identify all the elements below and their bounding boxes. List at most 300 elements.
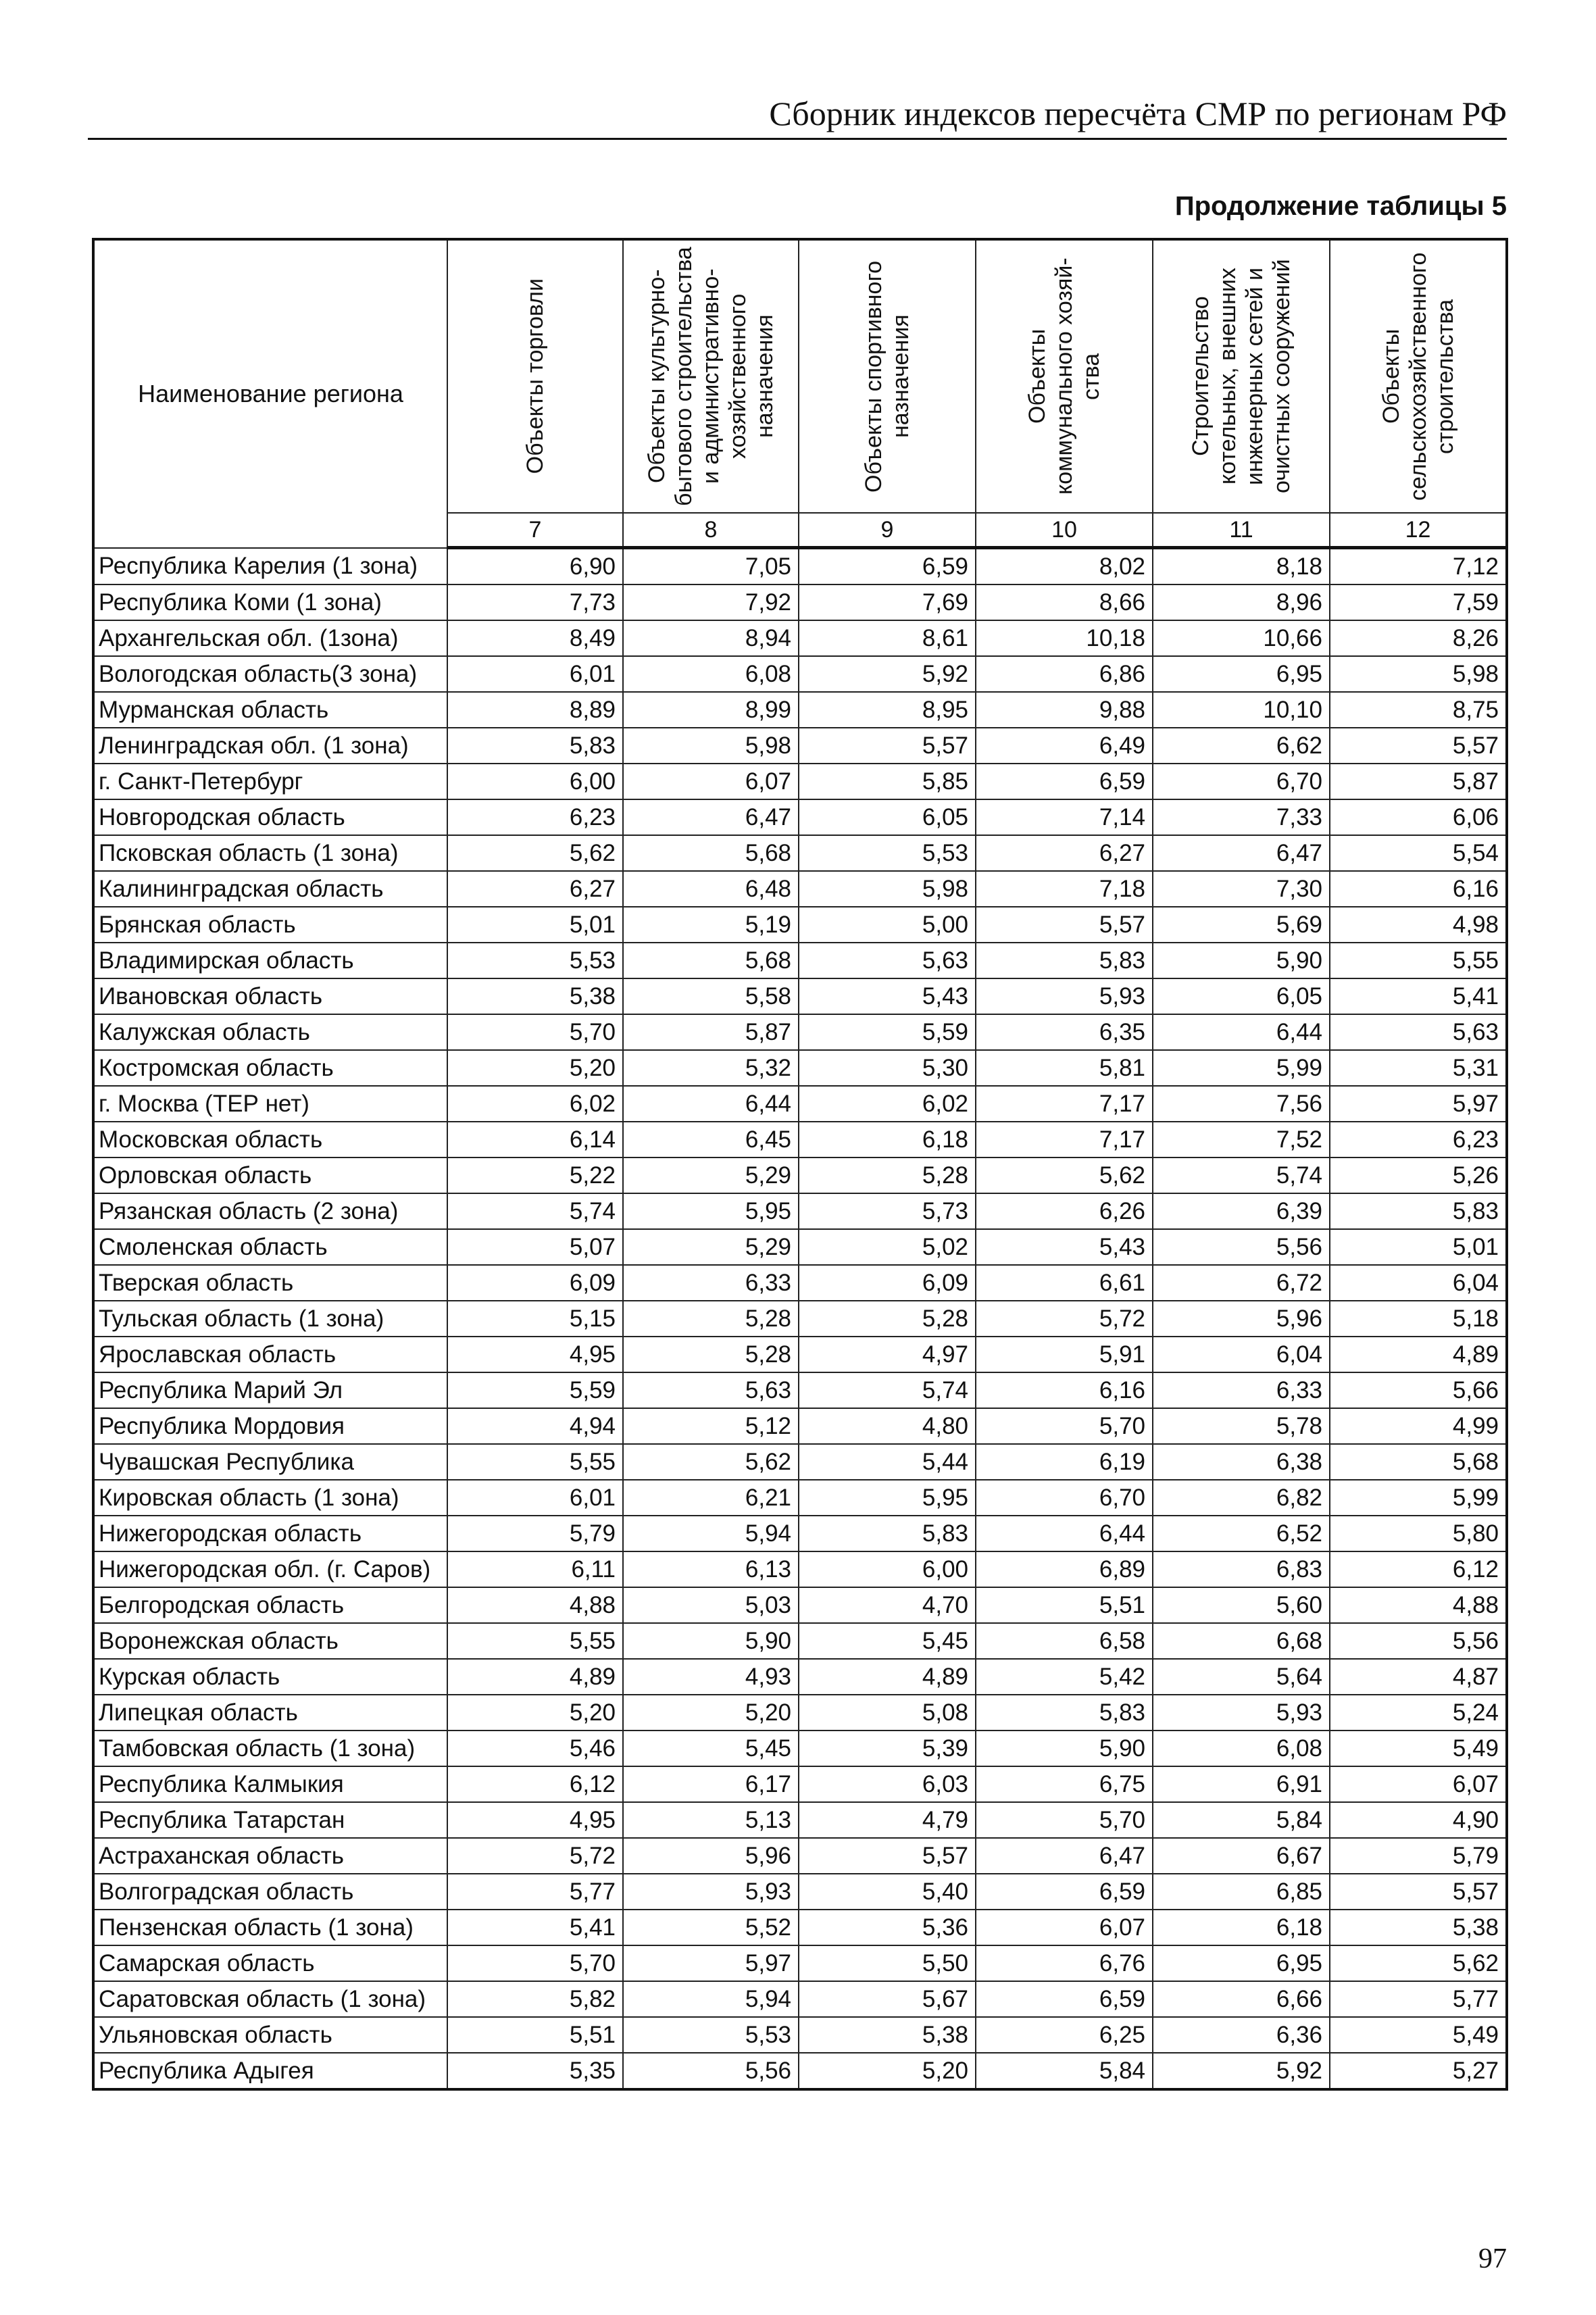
index-value-cell: 5,43 xyxy=(799,978,976,1014)
region-name-cell: Нижегородская обл. (г. Саров) xyxy=(93,1551,447,1587)
region-name-cell: г. Москва (ТЕР нет) xyxy=(93,1086,447,1122)
table-row xyxy=(93,1229,1507,1265)
index-value-cell: 6,12 xyxy=(1330,1551,1507,1587)
index-value-cell: 6,26 xyxy=(976,1193,1153,1229)
column-number: 7 xyxy=(447,513,623,548)
index-value-cell: 6,68 xyxy=(1153,1623,1330,1659)
table-row xyxy=(93,1265,1507,1301)
index-value-cell: 5,94 xyxy=(623,1981,799,2017)
region-name-cell: Костромская область xyxy=(93,1050,447,1086)
index-value-cell: 5,90 xyxy=(976,1731,1153,1766)
index-value-cell: 5,74 xyxy=(1153,1158,1330,1193)
column-number: 8 xyxy=(623,513,799,548)
index-value-cell: 6,27 xyxy=(447,871,623,907)
column-number: 11 xyxy=(1153,513,1330,548)
region-name-cell: г. Санкт-Петербург xyxy=(93,764,447,799)
index-value-cell: 5,93 xyxy=(623,1874,799,1910)
index-value-cell: 4,98 xyxy=(1330,907,1507,943)
index-value-cell: 6,59 xyxy=(976,1874,1153,1910)
index-value-cell: 8,96 xyxy=(1153,584,1330,620)
index-value-cell: 4,93 xyxy=(623,1659,799,1695)
index-value-cell: 5,95 xyxy=(623,1193,799,1229)
index-value-cell: 5,38 xyxy=(447,978,623,1014)
index-value-cell: 4,95 xyxy=(447,1802,623,1838)
index-value-cell: 5,91 xyxy=(976,1337,1153,1372)
index-value-cell: 6,08 xyxy=(1153,1731,1330,1766)
table-row xyxy=(93,1516,1507,1551)
index-value-cell: 5,68 xyxy=(623,943,799,978)
index-value-cell: 6,09 xyxy=(799,1265,976,1301)
table-row xyxy=(93,1910,1507,1945)
index-value-cell: 5,85 xyxy=(799,764,976,799)
column-titles-row xyxy=(93,239,1507,513)
index-value-cell: 5,74 xyxy=(447,1193,623,1229)
index-value-cell: 5,87 xyxy=(623,1014,799,1050)
table-row xyxy=(93,1337,1507,1372)
index-value-cell: 4,89 xyxy=(1330,1337,1507,1372)
index-value-cell: 5,24 xyxy=(1330,1695,1507,1731)
index-value-cell: 5,78 xyxy=(1153,1408,1330,1444)
index-value-cell: 6,44 xyxy=(1153,1014,1330,1050)
index-value-cell: 5,92 xyxy=(1153,2053,1330,2089)
column-number: 12 xyxy=(1330,513,1507,548)
index-value-cell: 5,56 xyxy=(1330,1623,1507,1659)
index-value-cell: 5,38 xyxy=(799,2017,976,2053)
region-name-cell: Республика Калмыкия xyxy=(93,1766,447,1802)
index-value-cell: 8,02 xyxy=(976,548,1153,585)
region-name-cell: Тверская область xyxy=(93,1265,447,1301)
index-value-cell: 5,70 xyxy=(447,1945,623,1981)
region-column-header xyxy=(93,239,447,548)
index-value-cell: 6,25 xyxy=(976,2017,1153,2053)
table-row xyxy=(93,1766,1507,1802)
index-value-cell: 6,23 xyxy=(447,799,623,835)
index-value-cell: 5,55 xyxy=(447,1444,623,1480)
index-value-cell: 5,13 xyxy=(623,1802,799,1838)
index-value-cell: 5,93 xyxy=(976,978,1153,1014)
table-row xyxy=(93,1587,1507,1623)
index-value-cell: 6,16 xyxy=(976,1372,1153,1408)
index-value-cell: 6,33 xyxy=(623,1265,799,1301)
table-row xyxy=(93,764,1507,799)
index-value-cell: 5,53 xyxy=(447,943,623,978)
index-value-cell: 6,82 xyxy=(1153,1480,1330,1516)
index-value-cell: 4,94 xyxy=(447,1408,623,1444)
index-value-cell: 6,59 xyxy=(976,1981,1153,2017)
index-value-cell: 6,39 xyxy=(1153,1193,1330,1229)
index-value-cell: 6,38 xyxy=(1153,1444,1330,1480)
index-value-cell: 5,53 xyxy=(799,835,976,871)
index-value-cell: 6,18 xyxy=(1153,1910,1330,1945)
table-row xyxy=(93,978,1507,1014)
index-value-cell: 5,28 xyxy=(799,1301,976,1337)
index-value-cell: 7,12 xyxy=(1330,548,1507,585)
index-value-cell: 5,28 xyxy=(623,1301,799,1337)
index-value-cell: 5,62 xyxy=(1330,1945,1507,1981)
index-value-cell: 5,72 xyxy=(976,1301,1153,1337)
table-row xyxy=(93,548,1507,585)
table-row xyxy=(93,1372,1507,1408)
index-value-cell: 5,79 xyxy=(1330,1838,1507,1874)
index-value-cell: 5,45 xyxy=(623,1731,799,1766)
index-value-cell: 5,87 xyxy=(1330,764,1507,799)
index-value-cell: 5,55 xyxy=(1330,943,1507,978)
index-value-cell: 6,90 xyxy=(447,548,623,585)
index-value-cell: 6,12 xyxy=(447,1766,623,1802)
index-value-cell: 6,01 xyxy=(447,1480,623,1516)
index-value-cell: 5,97 xyxy=(1330,1086,1507,1122)
table-row xyxy=(93,1480,1507,1516)
region-name-cell: Республика Адыгея xyxy=(93,2053,447,2089)
region-name-cell: Ульяновская область xyxy=(93,2017,447,2053)
table-caption: Продолжение таблицы 5 xyxy=(1174,191,1507,221)
index-value-cell: 6,09 xyxy=(447,1265,623,1301)
index-value-cell: 5,94 xyxy=(623,1516,799,1551)
index-value-cell: 8,61 xyxy=(799,620,976,656)
index-value-cell: 5,83 xyxy=(1330,1193,1507,1229)
column-title-7: Объекты торговли xyxy=(522,278,548,474)
index-value-cell: 5,53 xyxy=(623,2017,799,2053)
index-value-cell: 5,18 xyxy=(1330,1301,1507,1337)
index-value-cell: 6,17 xyxy=(623,1766,799,1802)
index-value-cell: 6,61 xyxy=(976,1265,1153,1301)
index-value-cell: 5,01 xyxy=(1330,1229,1507,1265)
index-value-cell: 5,49 xyxy=(1330,1731,1507,1766)
index-value-cell: 5,57 xyxy=(1330,728,1507,764)
index-value-cell: 5,66 xyxy=(1330,1372,1507,1408)
index-value-cell: 7,17 xyxy=(976,1086,1153,1122)
table-row xyxy=(93,1408,1507,1444)
index-value-cell: 5,03 xyxy=(623,1587,799,1623)
index-value-cell: 8,95 xyxy=(799,692,976,728)
region-name-cell: Мурманская область xyxy=(93,692,447,728)
index-value-cell: 5,56 xyxy=(623,2053,799,2089)
index-value-cell: 5,59 xyxy=(447,1372,623,1408)
table-row xyxy=(93,1086,1507,1122)
index-value-cell: 5,95 xyxy=(799,1480,976,1516)
index-value-cell: 5,96 xyxy=(1153,1301,1330,1337)
index-value-cell: 6,76 xyxy=(976,1945,1153,1981)
table-row xyxy=(93,1838,1507,1874)
region-name-cell: Липецкая область xyxy=(93,1695,447,1731)
index-value-cell: 5,62 xyxy=(623,1444,799,1480)
table-row xyxy=(93,1014,1507,1050)
index-value-cell: 4,95 xyxy=(447,1337,623,1372)
table-row xyxy=(93,620,1507,656)
index-value-cell: 7,73 xyxy=(447,584,623,620)
index-value-cell: 6,62 xyxy=(1153,728,1330,764)
index-value-cell: 5,01 xyxy=(447,907,623,943)
index-value-cell: 7,52 xyxy=(1153,1122,1330,1158)
table-body xyxy=(93,548,1507,2090)
table-row xyxy=(93,1301,1507,1337)
index-value-cell: 8,89 xyxy=(447,692,623,728)
index-value-cell: 6,59 xyxy=(976,764,1153,799)
region-name-cell: Орловская область xyxy=(93,1158,447,1193)
table-row xyxy=(93,656,1507,692)
index-value-cell: 5,79 xyxy=(447,1516,623,1551)
index-value-cell: 6,03 xyxy=(799,1766,976,1802)
index-value-cell: 6,02 xyxy=(447,1086,623,1122)
index-value-cell: 6,19 xyxy=(976,1444,1153,1480)
region-name-cell: Тульская область (1 зона) xyxy=(93,1301,447,1337)
index-value-cell: 5,52 xyxy=(623,1910,799,1945)
region-name-cell: Владимирская область xyxy=(93,943,447,978)
index-value-cell: 5,31 xyxy=(1330,1050,1507,1086)
region-name-cell: Ленинградская обл. (1 зона) xyxy=(93,728,447,764)
index-value-cell: 5,39 xyxy=(799,1731,976,1766)
index-value-cell: 5,59 xyxy=(799,1014,976,1050)
index-value-cell: 6,83 xyxy=(1153,1551,1330,1587)
region-name-cell: Республика Мордовия xyxy=(93,1408,447,1444)
index-value-cell: 5,28 xyxy=(623,1337,799,1372)
index-value-cell: 5,77 xyxy=(1330,1981,1507,2017)
region-name-cell: Пензенская область (1 зона) xyxy=(93,1910,447,1945)
table-row xyxy=(93,1623,1507,1659)
index-value-cell: 4,70 xyxy=(799,1587,976,1623)
index-value-cell: 6,18 xyxy=(799,1122,976,1158)
column-header-7 xyxy=(447,239,623,513)
table-row xyxy=(93,1050,1507,1086)
table-row xyxy=(93,1158,1507,1193)
table-row xyxy=(93,2017,1507,2053)
column-title-12: Объекты сельскохозяйственного строительства xyxy=(1378,252,1458,501)
column-title-11: Строительство котельных, внешних инженерных сетей и очистных сооружений xyxy=(1188,259,1295,494)
table-row xyxy=(93,799,1507,835)
index-value-cell: 5,99 xyxy=(1153,1050,1330,1086)
index-value-cell: 5,35 xyxy=(447,2053,623,2089)
column-number: 9 xyxy=(799,513,976,548)
index-value-cell: 6,36 xyxy=(1153,2017,1330,2053)
region-name-cell: Нижегородская область xyxy=(93,1516,447,1551)
index-value-cell: 5,40 xyxy=(799,1874,976,1910)
index-value-cell: 9,88 xyxy=(976,692,1153,728)
index-value-cell: 7,05 xyxy=(623,548,799,585)
table-row xyxy=(93,1122,1507,1158)
table-head xyxy=(93,239,1507,548)
index-value-cell: 5,08 xyxy=(799,1695,976,1731)
index-value-cell: 6,04 xyxy=(1153,1337,1330,1372)
index-value-cell: 7,56 xyxy=(1153,1086,1330,1122)
index-value-cell: 5,20 xyxy=(623,1695,799,1731)
index-value-cell: 4,89 xyxy=(447,1659,623,1695)
region-name-cell: Республика Марий Эл xyxy=(93,1372,447,1408)
index-value-cell: 6,02 xyxy=(799,1086,976,1122)
index-value-cell: 6,07 xyxy=(1330,1766,1507,1802)
index-value-cell: 7,59 xyxy=(1330,584,1507,620)
index-value-cell: 6,58 xyxy=(976,1623,1153,1659)
region-name-cell: Смоленская область xyxy=(93,1229,447,1265)
region-column-title: Наименование региона xyxy=(138,379,403,407)
index-value-cell: 10,18 xyxy=(976,620,1153,656)
index-value-cell: 5,57 xyxy=(799,728,976,764)
index-value-cell: 8,66 xyxy=(976,584,1153,620)
index-value-cell: 5,12 xyxy=(623,1408,799,1444)
index-value-cell: 4,99 xyxy=(1330,1408,1507,1444)
regional-index-table xyxy=(92,238,1508,2091)
table-row xyxy=(93,1945,1507,1981)
index-value-cell: 5,29 xyxy=(623,1229,799,1265)
index-value-cell: 8,49 xyxy=(447,620,623,656)
region-name-cell: Курская область xyxy=(93,1659,447,1695)
region-name-cell: Волгоградская область xyxy=(93,1874,447,1910)
region-name-cell: Рязанская область (2 зона) xyxy=(93,1193,447,1229)
index-value-cell: 6,95 xyxy=(1153,1945,1330,1981)
index-value-cell: 6,23 xyxy=(1330,1122,1507,1158)
index-value-cell: 4,80 xyxy=(799,1408,976,1444)
index-value-cell: 4,87 xyxy=(1330,1659,1507,1695)
column-header-12 xyxy=(1330,239,1507,513)
index-value-cell: 6,91 xyxy=(1153,1766,1330,1802)
region-name-cell: Республика Коми (1 зона) xyxy=(93,584,447,620)
index-value-cell: 6,06 xyxy=(1330,799,1507,835)
index-value-cell: 5,27 xyxy=(1330,2053,1507,2089)
index-value-cell: 5,50 xyxy=(799,1945,976,1981)
index-value-cell: 6,86 xyxy=(976,656,1153,692)
index-value-cell: 6,21 xyxy=(623,1480,799,1516)
index-value-cell: 6,85 xyxy=(1153,1874,1330,1910)
index-value-cell: 5,82 xyxy=(447,1981,623,2017)
index-value-cell: 5,90 xyxy=(623,1623,799,1659)
header-rule xyxy=(88,138,1507,140)
index-value-cell: 6,89 xyxy=(976,1551,1153,1587)
index-value-cell: 5,73 xyxy=(799,1193,976,1229)
index-value-cell: 5,70 xyxy=(447,1014,623,1050)
index-value-cell: 5,55 xyxy=(447,1623,623,1659)
index-value-cell: 5,83 xyxy=(799,1516,976,1551)
index-value-cell: 5,67 xyxy=(799,1981,976,2017)
index-value-cell: 6,47 xyxy=(976,1838,1153,1874)
index-value-cell: 8,75 xyxy=(1330,692,1507,728)
column-title-10: Объекты коммунального хозяй-ства xyxy=(1024,257,1104,495)
index-value-cell: 5,98 xyxy=(1330,656,1507,692)
index-value-cell: 4,90 xyxy=(1330,1802,1507,1838)
region-name-cell: Саратовская область (1 зона) xyxy=(93,1981,447,2017)
index-value-cell: 5,29 xyxy=(623,1158,799,1193)
index-value-cell: 6,35 xyxy=(976,1014,1153,1050)
index-value-cell: 6,01 xyxy=(447,656,623,692)
index-value-cell: 6,14 xyxy=(447,1122,623,1158)
column-header-10 xyxy=(976,239,1153,513)
index-value-cell: 5,38 xyxy=(1330,1910,1507,1945)
index-value-cell: 5,63 xyxy=(799,943,976,978)
index-value-cell: 5,69 xyxy=(1153,907,1330,943)
index-value-cell: 6,00 xyxy=(447,764,623,799)
index-value-cell: 5,98 xyxy=(799,871,976,907)
index-value-cell: 4,88 xyxy=(447,1587,623,1623)
region-name-cell: Калининградская область xyxy=(93,871,447,907)
index-value-cell: 8,94 xyxy=(623,620,799,656)
index-value-cell: 5,63 xyxy=(1330,1014,1507,1050)
table-row xyxy=(93,1659,1507,1695)
column-title-8: Объекты культурно-бытового строительства и административно-хозяйственного назначения xyxy=(644,247,778,506)
table-row xyxy=(93,907,1507,943)
index-value-cell: 5,30 xyxy=(799,1050,976,1086)
region-name-cell: Астраханская область xyxy=(93,1838,447,1874)
index-value-cell: 6,70 xyxy=(1153,764,1330,799)
index-value-cell: 6,95 xyxy=(1153,656,1330,692)
table-row xyxy=(93,2053,1507,2089)
index-value-cell: 6,48 xyxy=(623,871,799,907)
table-row xyxy=(93,584,1507,620)
index-value-cell: 5,70 xyxy=(976,1408,1153,1444)
index-value-cell: 5,96 xyxy=(623,1838,799,1874)
region-name-cell: Республика Татарстан xyxy=(93,1802,447,1838)
index-value-cell: 10,66 xyxy=(1153,620,1330,656)
region-name-cell: Воронежская область xyxy=(93,1623,447,1659)
index-value-cell: 5,97 xyxy=(623,1945,799,1981)
index-value-cell: 6,49 xyxy=(976,728,1153,764)
index-value-cell: 5,51 xyxy=(447,2017,623,2053)
index-value-cell: 5,83 xyxy=(447,728,623,764)
index-value-cell: 5,63 xyxy=(623,1372,799,1408)
index-value-cell: 5,28 xyxy=(799,1158,976,1193)
index-value-cell: 6,33 xyxy=(1153,1372,1330,1408)
index-value-cell: 5,84 xyxy=(1153,1802,1330,1838)
index-value-cell: 4,79 xyxy=(799,1802,976,1838)
index-value-cell: 5,83 xyxy=(976,1695,1153,1731)
index-value-cell: 5,20 xyxy=(447,1695,623,1731)
region-name-cell: Белгородская область xyxy=(93,1587,447,1623)
index-value-cell: 5,74 xyxy=(799,1372,976,1408)
table-row xyxy=(93,728,1507,764)
column-header-11 xyxy=(1153,239,1330,513)
index-value-cell: 6,07 xyxy=(623,764,799,799)
index-value-cell: 5,64 xyxy=(1153,1659,1330,1695)
index-value-cell: 5,83 xyxy=(976,943,1153,978)
index-value-cell: 6,04 xyxy=(1330,1265,1507,1301)
table-row xyxy=(93,835,1507,871)
index-value-cell: 6,66 xyxy=(1153,1981,1330,2017)
region-name-cell: Вологодская область(3 зона) xyxy=(93,656,447,692)
index-value-cell: 6,08 xyxy=(623,656,799,692)
index-value-cell: 5,99 xyxy=(1330,1480,1507,1516)
index-value-cell: 6,44 xyxy=(623,1086,799,1122)
index-value-cell: 5,68 xyxy=(623,835,799,871)
index-value-cell: 6,52 xyxy=(1153,1516,1330,1551)
index-value-cell: 5,22 xyxy=(447,1158,623,1193)
index-value-cell: 5,49 xyxy=(1330,2017,1507,2053)
index-value-cell: 5,41 xyxy=(447,1910,623,1945)
index-value-cell: 7,69 xyxy=(799,584,976,620)
index-value-cell: 5,77 xyxy=(447,1874,623,1910)
index-value-cell: 6,44 xyxy=(976,1516,1153,1551)
table-row xyxy=(93,1731,1507,1766)
index-value-cell: 4,89 xyxy=(799,1659,976,1695)
index-value-cell: 6,11 xyxy=(447,1551,623,1587)
index-value-cell: 8,26 xyxy=(1330,620,1507,656)
index-value-cell: 6,75 xyxy=(976,1766,1153,1802)
table-row xyxy=(93,871,1507,907)
index-value-cell: 7,30 xyxy=(1153,871,1330,907)
region-name-cell: Ярославская область xyxy=(93,1337,447,1372)
index-value-cell: 5,57 xyxy=(799,1838,976,1874)
column-header-8 xyxy=(623,239,799,513)
index-value-cell: 5,56 xyxy=(1153,1229,1330,1265)
table-row xyxy=(93,943,1507,978)
index-value-cell: 5,00 xyxy=(799,907,976,943)
index-value-cell: 5,58 xyxy=(623,978,799,1014)
index-value-cell: 6,16 xyxy=(1330,871,1507,907)
region-name-cell: Калужская область xyxy=(93,1014,447,1050)
index-value-cell: 7,17 xyxy=(976,1122,1153,1158)
index-value-cell: 5,93 xyxy=(1153,1695,1330,1731)
index-value-cell: 7,92 xyxy=(623,584,799,620)
index-value-cell: 5,07 xyxy=(447,1229,623,1265)
region-name-cell: Тамбовская область (1 зона) xyxy=(93,1731,447,1766)
index-value-cell: 5,36 xyxy=(799,1910,976,1945)
region-name-cell: Московская область xyxy=(93,1122,447,1158)
